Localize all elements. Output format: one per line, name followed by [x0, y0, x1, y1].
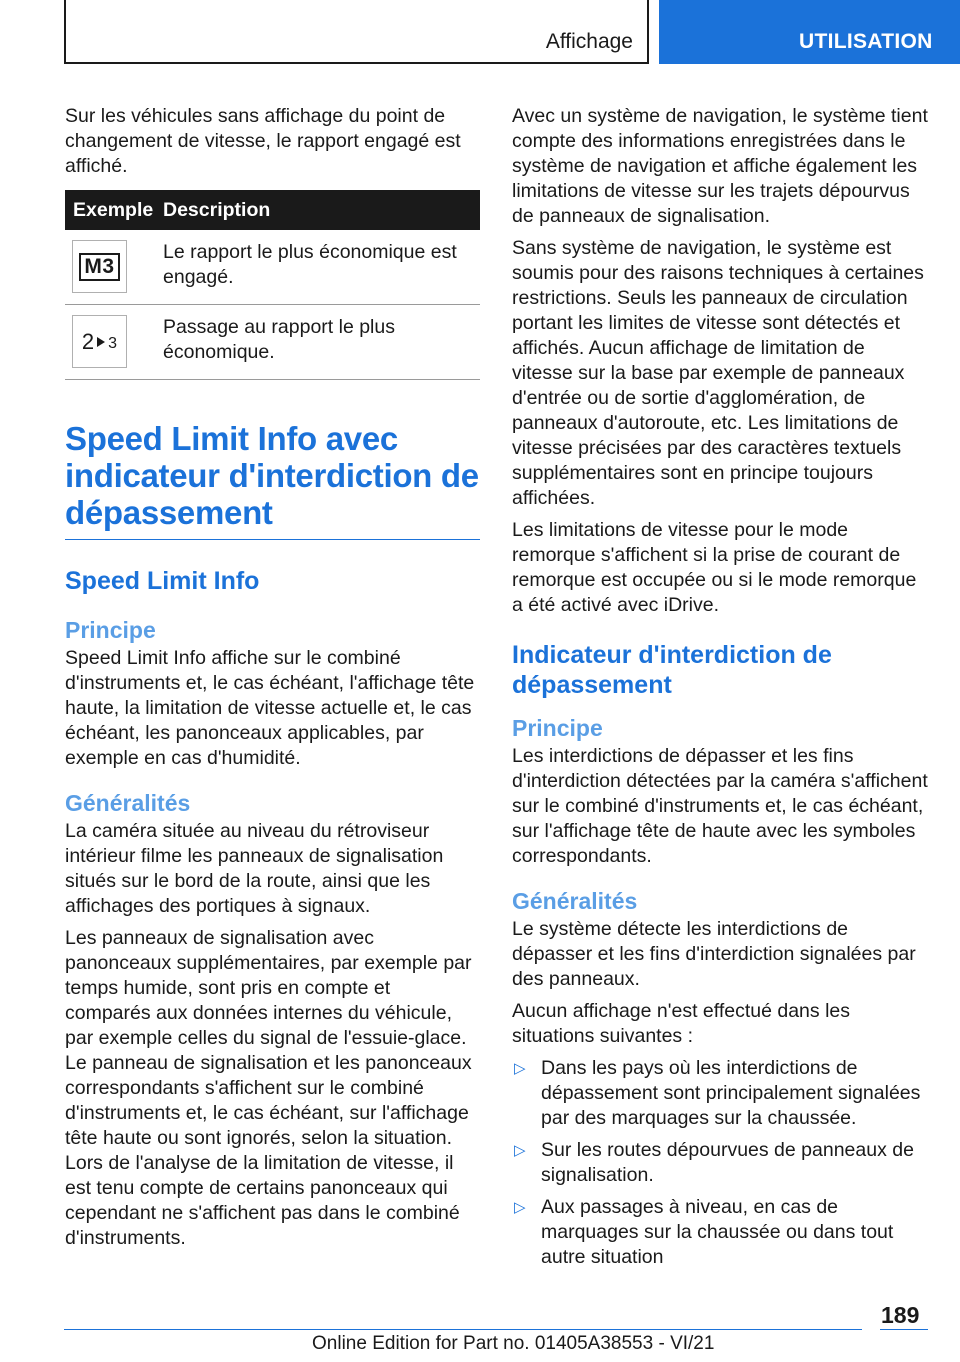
gear-shift-up-icon — [72, 315, 127, 368]
table-row — [65, 230, 480, 305]
right-column — [512, 104, 928, 1277]
principe-paragraph: Speed Limit Info affiche sur le combiné d'instruments et, le cas échéant, l'affichage tête haute, la limitation de vitesse actuelle et, le cas échéant, les panonceaux applicables, par exemple en cas d'humidité. — [65, 647, 475, 769]
gear-target-glyph: 3 — [108, 334, 118, 352]
footer-divider-right — [880, 1329, 928, 1330]
gear-display-table — [65, 190, 480, 380]
page-number: 189 — [881, 1302, 920, 1328]
triangle-bullet-icon: ▷ — [514, 1199, 526, 1216]
section-heading-speed-limit-info: Speed Limit Info — [65, 567, 260, 595]
generalites-paragraph-1: La caméra située au niveau du rétroviseur intérieur filme les panneaux de signalisation situés sur le bord de la route, ainsi que les affichages des portiques à signaux. — [65, 820, 444, 917]
header-section-tab — [64, 0, 649, 64]
gear-m3-glyph: M3 — [79, 253, 119, 281]
triangle-bullet-icon: ▷ — [514, 1142, 526, 1159]
no-navigation-paragraph: Sans système de navigation, le système est soumis pour des raisons techniques à certaines restrictions. Seuls les panneaux de circulation portant les limites de vitesse sont détectés et affichés. Aucun affichage de limitation de vitesse sur la base par exemple de panneaux d'entrée ou de sortie d'agglomération, de panneaux d'autoroute, etc. Les limitations de vitesse précisées par des caractères textuels supplémentaires sont en principe toujours affichées. — [512, 237, 924, 509]
list-item: ▷ Aux passages à niveau, en cas de marquages sur la chaussée ou dans tout autre situation — [514, 1196, 894, 1268]
list-item: ▷ Dans les pays où les interdictions de dépassement sont principalement signalées par des marquages sur la chaussée. — [514, 1057, 921, 1129]
subheading-principe: Principe — [512, 715, 603, 741]
table-cell-description: Passage au rapport le plus économique. — [163, 316, 395, 363]
list-item: ▷ Sur les routes dépourvues de panneaux de signalisation. — [514, 1139, 914, 1186]
no-passing-principe-paragraph: Les interdictions de dépasser et les fins d'interdiction détectées par la caméra s'affichent sur le combiné d'instruments et, le cas échéant, sur l'affichage tête de haute avec les symboles correspondants. — [512, 745, 928, 867]
shift-arrow-icon — [96, 336, 106, 348]
intro-paragraph: Sur les véhicules sans affichage du point de changement de vitesse, le rapport engagé est affiché. — [65, 105, 461, 177]
footer-edition: Online Edition for Part no. 01405A38553 - VI/21 — [312, 1333, 715, 1354]
subheading-generalites: Généralités — [65, 790, 191, 816]
trailer-paragraph: Les limitations de vitesse pour le mode remorque s'affichent si la prise de courant de remorque est occupée ou si le mode remorque a été activé avec iDrive. — [512, 519, 917, 616]
no-passing-generalites-paragraph-1: Le système détecte les interdictions de dépasser et les fins d'interdiction signalées par des panneaux. — [512, 918, 916, 990]
header-chapter-label: UTILISATION — [799, 30, 933, 53]
header-section-label: Affichage — [545, 30, 633, 53]
navigation-paragraph: Avec un système de navigation, le système tient compte des informations enregistrées dans le système de navigation et affiche également les limitations de vitesse sur les trajets dépourvus de panneaux de signalisation. — [512, 105, 928, 227]
no-passing-generalites-paragraph-2: Aucun affichage n'est effectué dans les situations suivantes : — [512, 1000, 850, 1047]
gear-current-glyph: 2 — [81, 328, 95, 354]
situations-list — [512, 1056, 928, 1270]
gear-m3-icon — [72, 240, 127, 293]
left-column — [65, 104, 480, 1258]
table-header-description: Description — [163, 198, 271, 221]
triangle-bullet-icon: ▷ — [514, 1060, 526, 1077]
table-header-example: Exemple — [73, 198, 154, 221]
table-header — [65, 190, 480, 230]
table-row — [65, 305, 480, 380]
header-chapter-tab — [659, 0, 960, 64]
main-heading: Speed Limit Info avec indicateur d'interdiction de dépassement — [65, 420, 480, 540]
table-cell-description: Le rapport le plus économique est engagé. — [163, 241, 457, 288]
footer-divider — [64, 1329, 862, 1330]
generalites-paragraph-2: Les panneaux de signalisation avec panonceaux supplémentaires, par exemple par temps humide, sont pris en compte et comparés aux données internes du véhicule, par exemple celles du signal de l'essuie-glace. Le panneau de signalisation et les panonceaux correspondants s'affichent sur le combiné d'instruments et, le cas échéant, sur l'affichage tête haute ou sont ignorés, selon la situation. Lors de l'analyse de la limitation de vitesse, il est tenu compte de certains panonceaux qui cependant ne s'affichent pas dans le combiné d'instruments. — [65, 927, 472, 1249]
subheading-generalites: Généralités — [512, 888, 638, 914]
subheading-principe: Principe — [65, 617, 156, 643]
section-heading-no-passing: Indicateur d'interdiction de dépassement — [512, 641, 832, 699]
